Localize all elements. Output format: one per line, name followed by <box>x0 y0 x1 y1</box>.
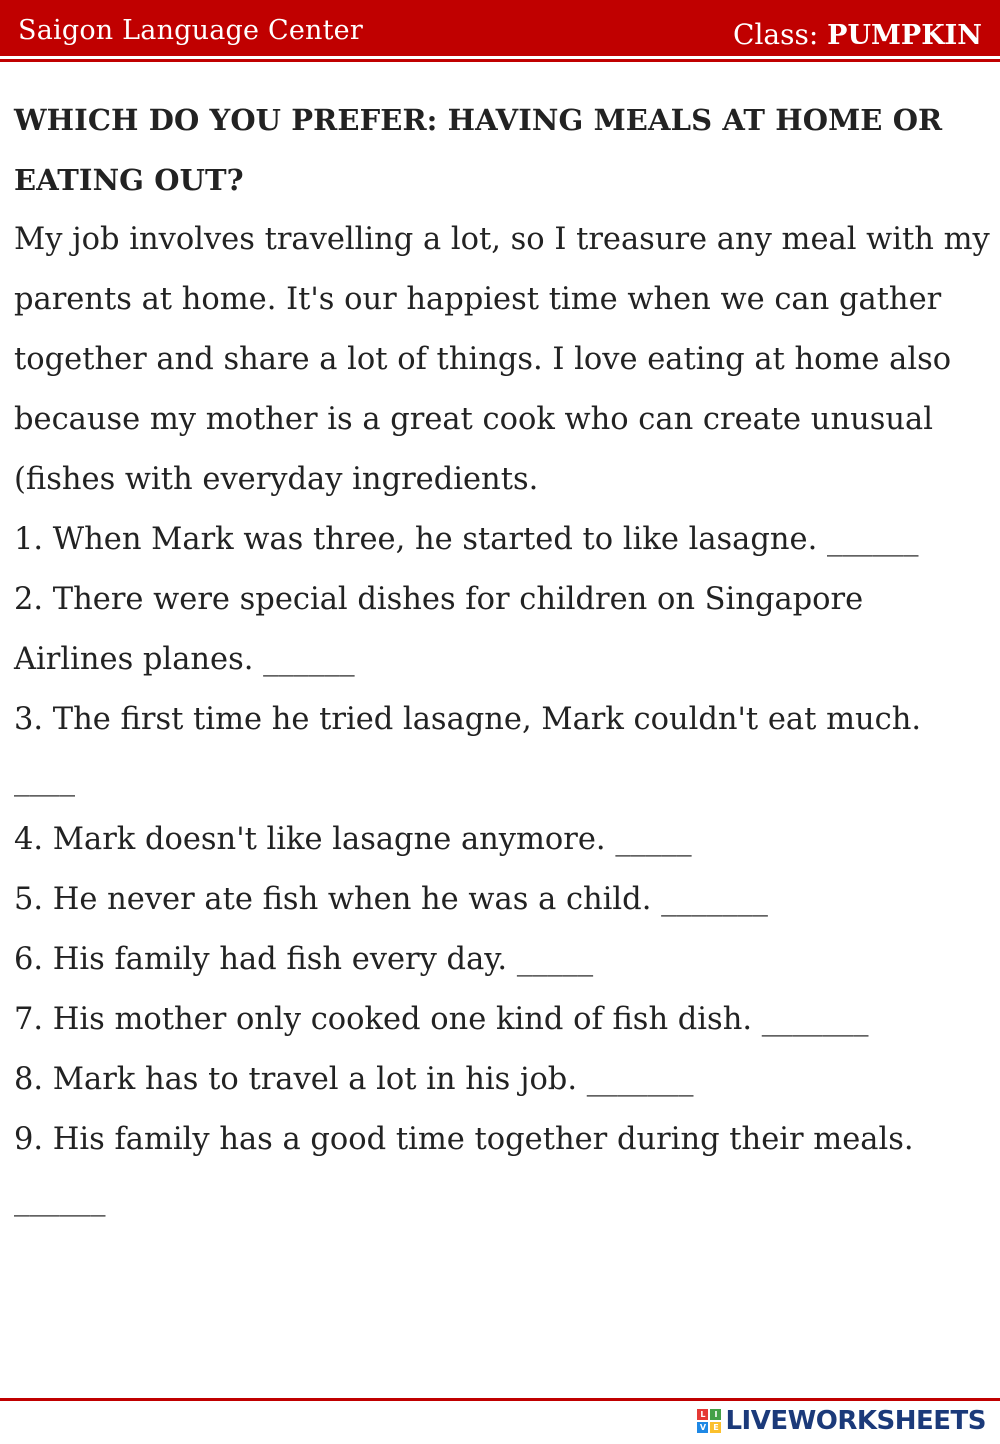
school-name: Saigon Language Center <box>18 15 363 46</box>
liveworksheets-logo-icon <box>697 1409 721 1433</box>
header-bar <box>0 0 1000 56</box>
question-9: 9. His family has a good time together during their meals. ______ <box>14 1122 914 1217</box>
header-divider <box>0 59 1000 62</box>
worksheet-content <box>14 90 990 1230</box>
question-7: 7. His mother only cooked one kind of fish dish. _______ <box>14 1002 869 1037</box>
question-6: 6. His family had fish every day. _____ <box>14 942 594 977</box>
worksheet-title: WHICH DO YOU PREFER: HAVING MEALS AT HOME OR EATING OUT? <box>14 103 943 197</box>
logo-square-e: E <box>710 1422 721 1433</box>
class-name: PUMPKIN <box>827 20 982 51</box>
logo-square-l: L <box>697 1409 708 1420</box>
question-4: 4. Mark doesn't like lasagne anymore. _____ <box>14 822 692 857</box>
question-1: 1. When Mark was three, he started to like lasagne. ______ <box>14 522 919 557</box>
class-label: Class: <box>733 18 819 51</box>
question-8: 8. Mark has to travel a lot in his job. _______ <box>14 1062 694 1097</box>
question-2: 2. There were special dishes for children on Singapore Airlines planes. ______ <box>14 582 864 677</box>
logo-square-v: V <box>697 1422 708 1433</box>
liveworksheets-brand <box>697 1405 986 1437</box>
question-3: 3. The first time he tried lasagne, Mark couldn't eat much. ____ <box>14 702 922 797</box>
question-5: 5. He never ate fish when he was a child. _______ <box>14 882 768 917</box>
footer-divider <box>0 1398 1000 1401</box>
reading-paragraph: My job involves travelling a lot, so I treasure any meal with my parents at home. It's our happiest time when we can gather together and share a lot of things. I love eating at home also because my mother is a great cook who can create unusual (fishes with everyday ingredients. <box>14 222 990 497</box>
class-info <box>733 18 982 51</box>
question-list <box>14 510 990 1230</box>
brand-name: LIVEWORKSHEETS <box>725 1406 986 1436</box>
logo-square-i: I <box>710 1409 721 1420</box>
